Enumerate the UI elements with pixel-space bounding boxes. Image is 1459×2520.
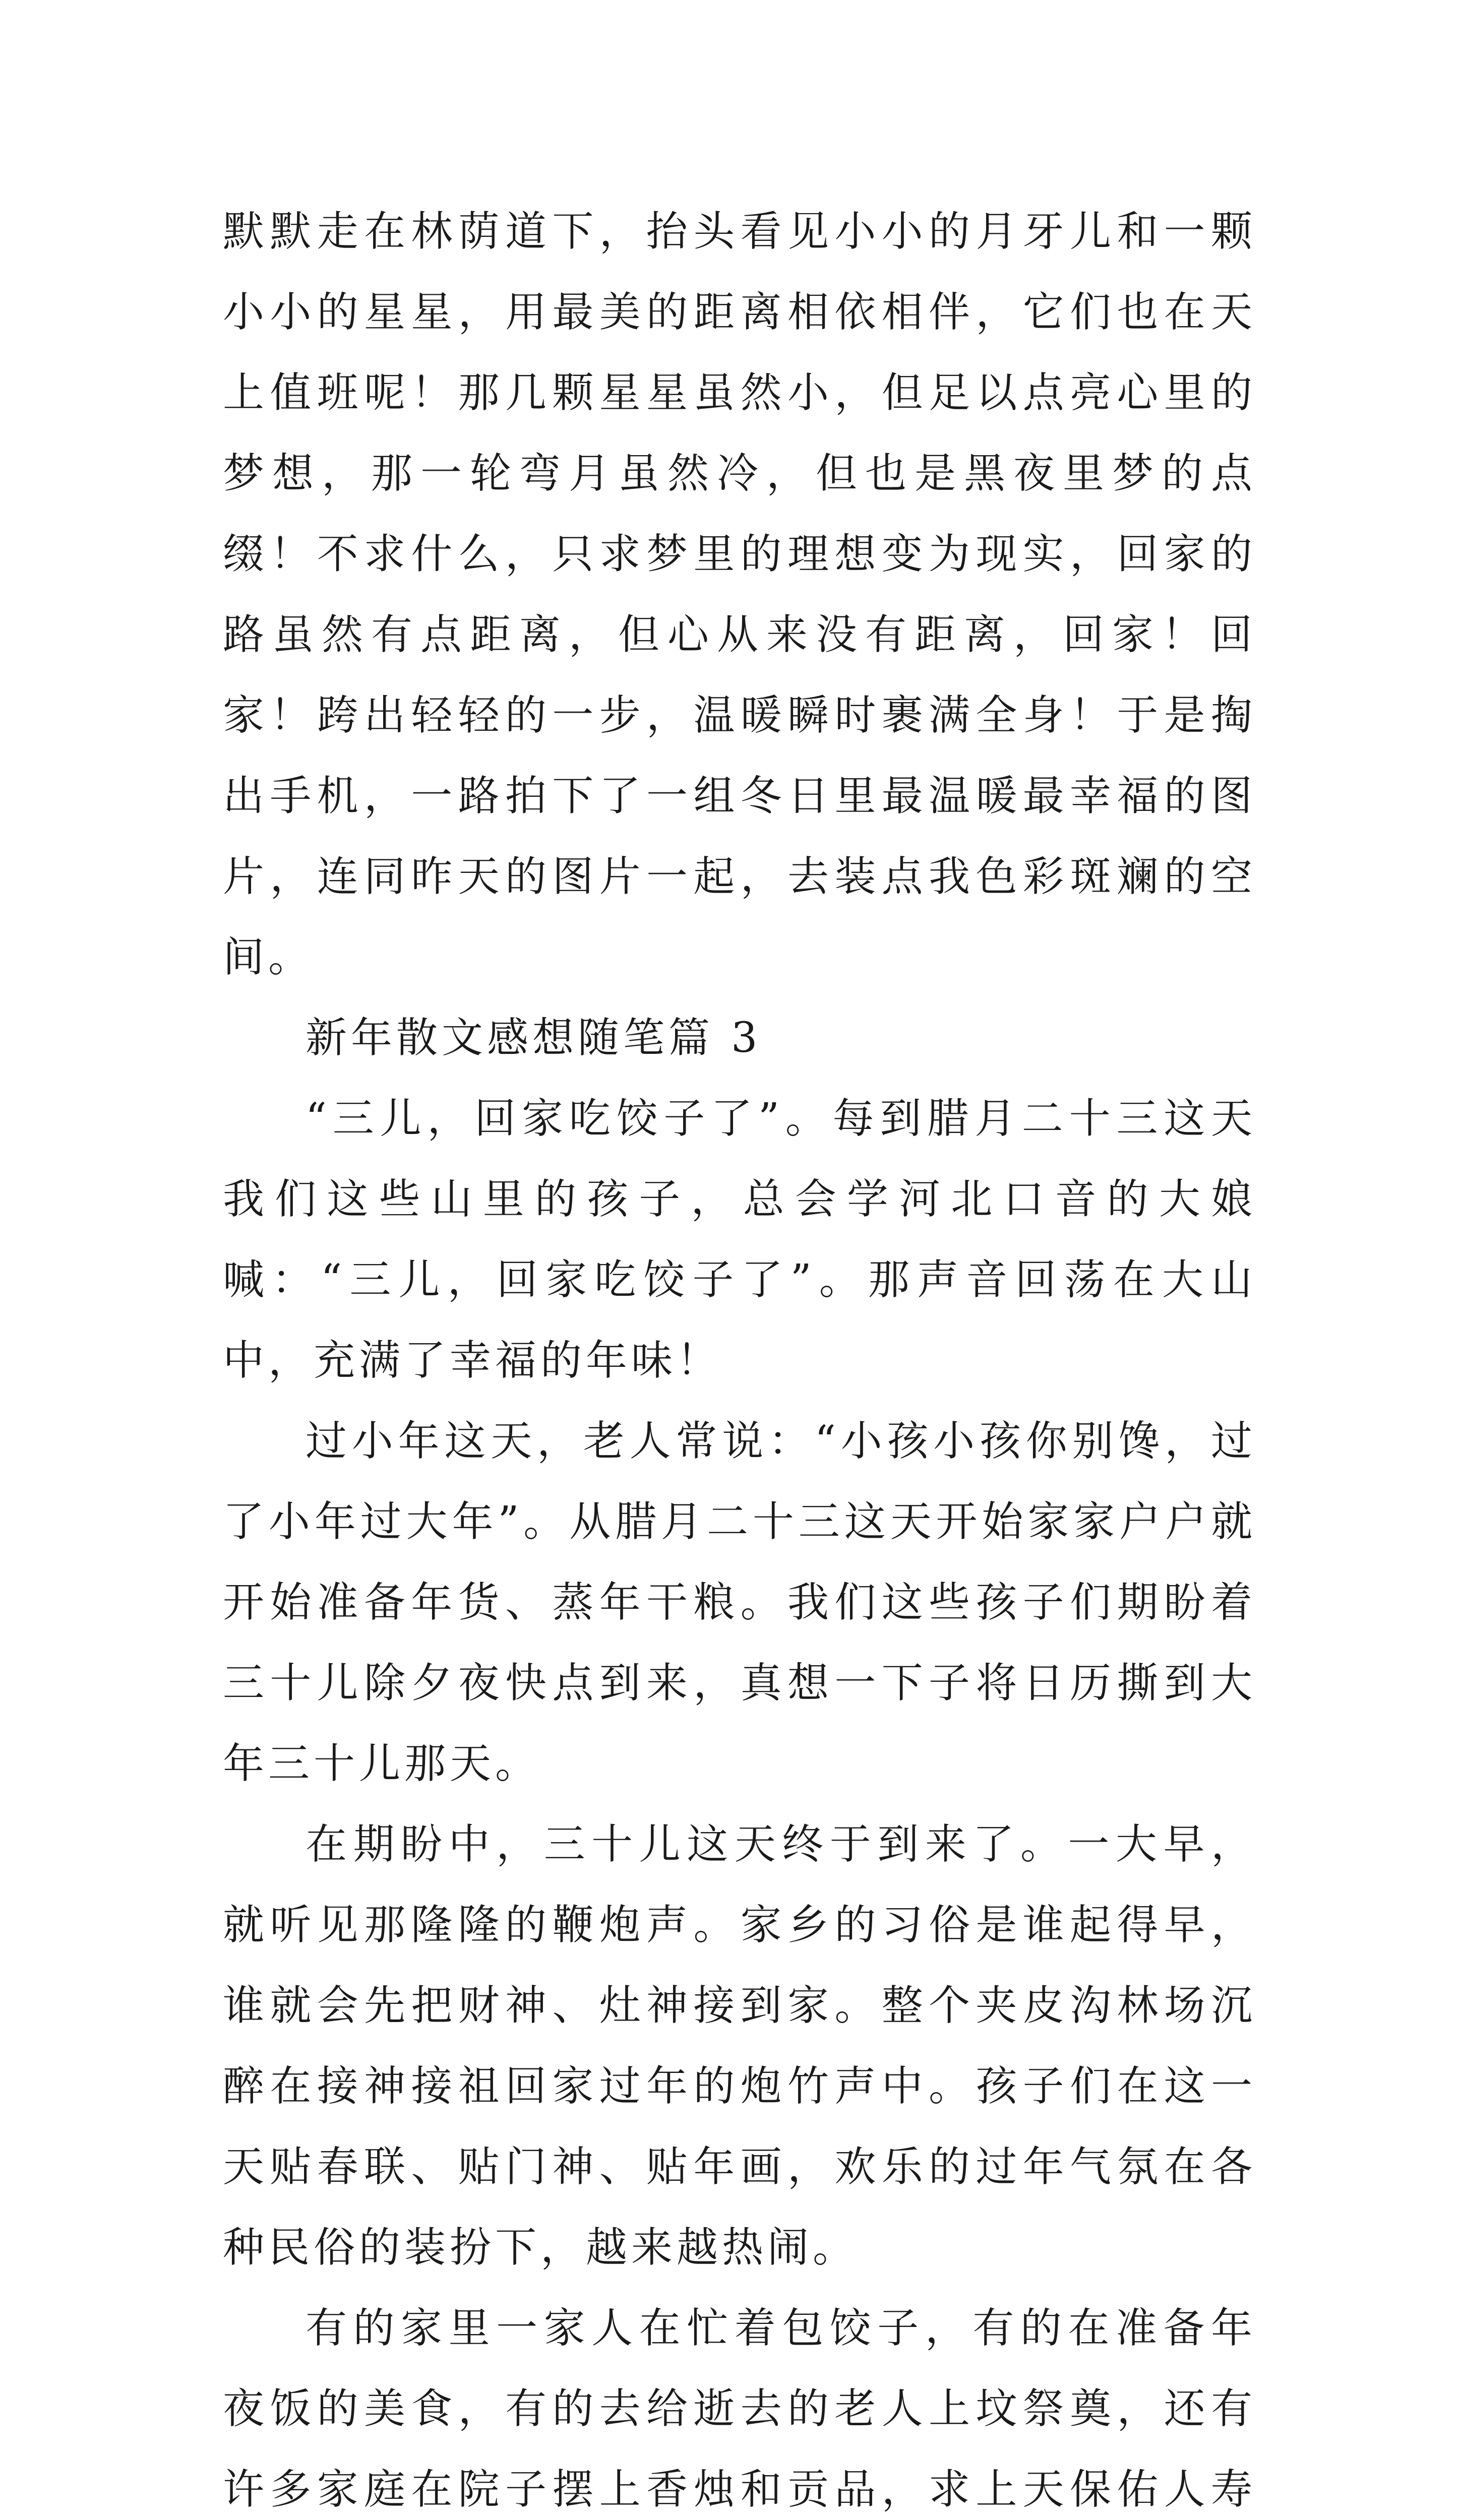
paragraph-new-years-eve: 在期盼中，三十儿这天终于到来了。一大早，就听见那隆隆的鞭炮声。家乡的习俗是谁起得早，谁就会先把财神、灶神接到家。整个夹皮沟林场沉醉在接神接祖回家过年的炮竹声中。孩子们在这一天贴春联、贴门神、贴年画，欢乐的过年气氛在各种民俗的装扮下，越来越热闹。 <box>223 1820 1256 2272</box>
document-body <box>223 192 1256 2520</box>
paragraph-little-new-year: 过小年这天，老人常说：“小孩小孩你别馋，过了小年过大年”。从腊月二十三这天开始家家户户就开始准备年货、蒸年干粮。我们这些孩子们期盼着三十儿除夕夜快点到来，真想一下子将日历撕到大年三十儿那天。 <box>223 1417 1256 1788</box>
paragraph-family-activities: 有的家里一家人在忙着包饺子，有的在准备年夜饭的美食，有的去给逝去的老人上坟祭奠，还有许多家庭在院子摆上香烛和贡品，求上天保佑人寿 <box>223 2304 1256 2513</box>
paragraph-dumplings: “三儿，回家吃饺子了”。每到腊月二十三这天我们这些山里的孩子，总会学河北口音的大娘喊：“三儿，回家吃饺子了”。那声音回荡在大山中，充满了幸福的年味！ <box>223 1095 1256 1384</box>
section-heading: 新年散文感想随笔篇 3 <box>306 1014 762 1062</box>
paragraph-opening: 默默走在林荫道下，抬头看见小小的月牙儿和一颗小小的星星，用最美的距离相依相伴，它们也在天上值班呢！那几颗星星虽然小，但足以点亮心里的梦想，那一轮弯月虽然冷，但也是黑夜里梦的点缀！不求什么，只求梦里的理想变为现实，回家的路虽然有点距离，但心从来没有距离，回家！回家！跨出轻轻的一步，温暖瞬时裹满全身！于是掏出手机，一路拍下了一组冬日里最温暖最幸福的图片，连同昨天的图片一起，去装点我色彩斑斓的空间。 <box>223 208 1256 981</box>
